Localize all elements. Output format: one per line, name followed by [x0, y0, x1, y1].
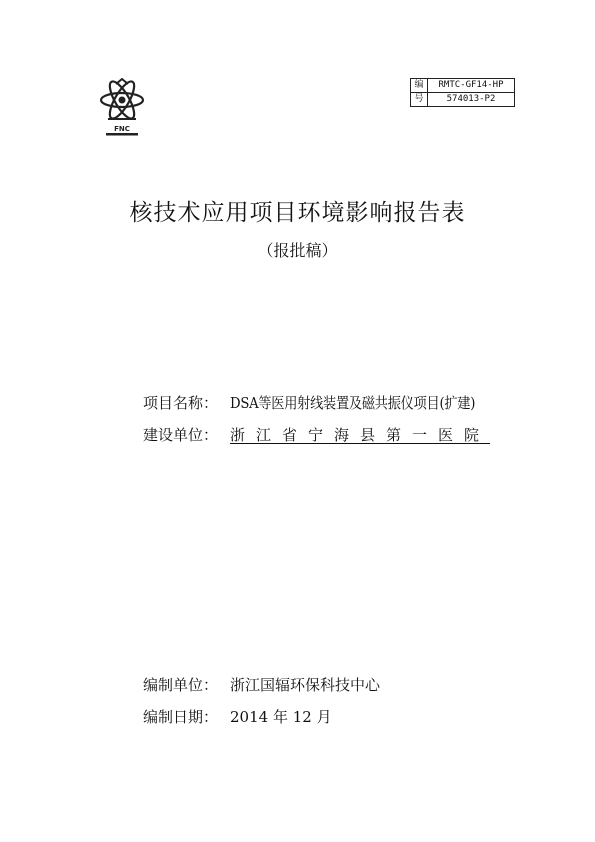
- construction-unit-value: 浙江省宁海县第一医院: [230, 426, 491, 444]
- code-key: 编: [411, 79, 428, 93]
- project-name-field: [143, 392, 509, 413]
- organization-logo: [96, 78, 148, 136]
- report-title: 核技术应用项目环境影响报告表: [129, 200, 466, 226]
- compiling-unit-label: 编制单位：: [143, 676, 219, 694]
- draft-status: （报批稿）: [257, 241, 338, 260]
- compile-date-value: 2014 年 12 月: [230, 708, 332, 726]
- document-code-row: [411, 93, 515, 107]
- compile-date-field: [143, 706, 332, 727]
- construction-unit-label: 建设单位：: [143, 426, 219, 444]
- code-value: 574013-P2: [428, 93, 515, 107]
- compiling-unit-field: [143, 674, 380, 695]
- logo-caption-mark: [96, 122, 148, 136]
- code-value: RMTC-GF14-HP: [428, 79, 515, 93]
- compiling-unit-value: 浙江国辐环保科技中心: [230, 676, 381, 694]
- project-name-value: DSA等医用射线装置及磁共振仪项目(扩建): [230, 394, 476, 412]
- project-name-label: 项目名称：: [143, 394, 219, 412]
- code-key: 号: [411, 93, 428, 107]
- compile-date-label: 编制日期：: [143, 708, 219, 726]
- construction-unit-field: [143, 424, 490, 445]
- document-code-box: [410, 78, 515, 107]
- document-code-row: [411, 79, 515, 93]
- svg-text:FNC: FNC: [114, 125, 130, 133]
